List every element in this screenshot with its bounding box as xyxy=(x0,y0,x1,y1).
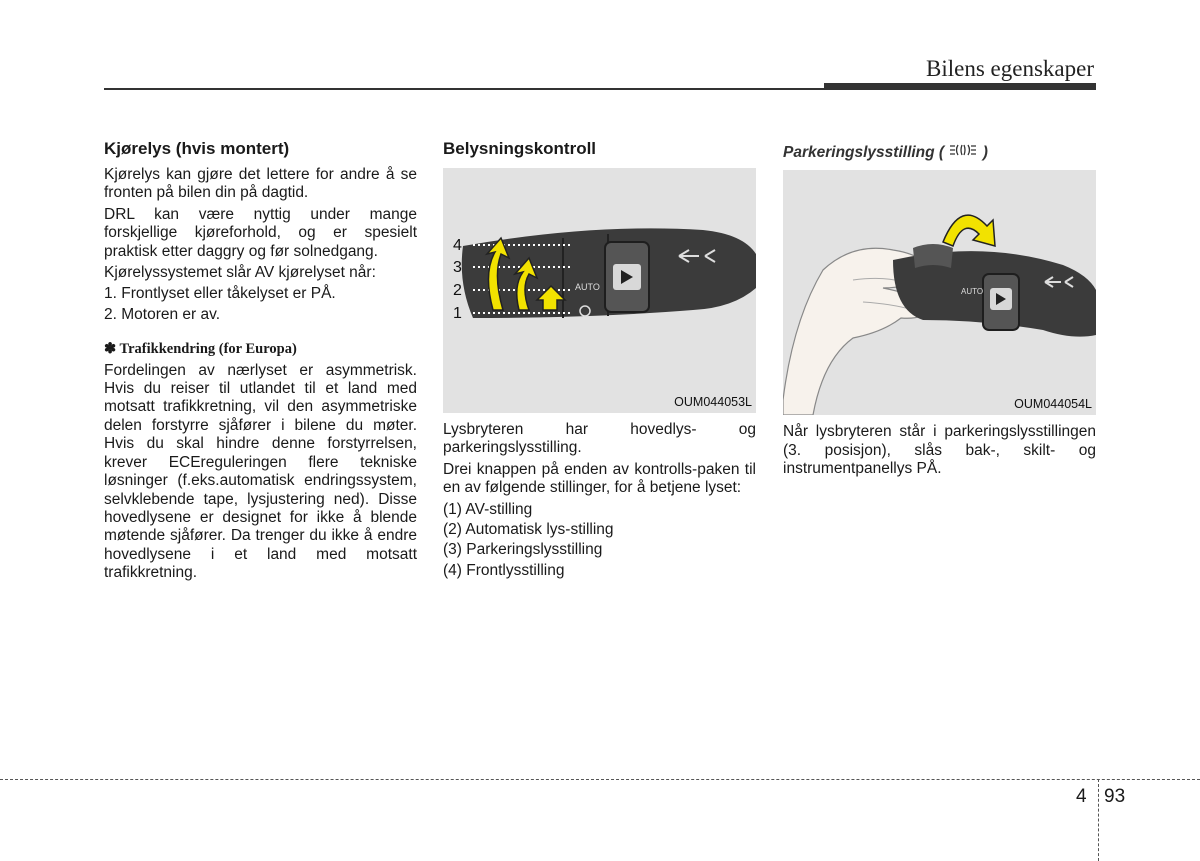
lighting-paragraph-2: Drei knappen på enden av kontrolls-paken til en av følgende stillinger, for å betjene lyset: xyxy=(443,460,756,497)
chapter-number: 4 xyxy=(1076,786,1087,807)
hand-turning-switch-illustration xyxy=(783,170,1096,415)
note-symbol: ✽ xyxy=(104,341,117,358)
position-number: 4 xyxy=(453,237,462,254)
heading-lighting-control: Belysningskontroll xyxy=(443,139,597,158)
drl-paragraph-3: Kjørelyssystemet slår AV kjørelyset når: xyxy=(104,264,376,282)
note-title: Trafikkendring (for Europa) xyxy=(119,341,297,358)
heading-prefix: Parkeringslysstilling ( xyxy=(783,144,945,162)
parking-light-icon xyxy=(948,142,978,164)
auto-label: AUTO xyxy=(961,287,984,297)
figure-code: OUM044054L xyxy=(1014,396,1092,411)
section-title: Bilens egenskaper xyxy=(926,56,1094,81)
position-number: 3 xyxy=(453,259,462,276)
position-list-item: (3) Parkeringslysstilling xyxy=(443,541,603,559)
heading-parking-light xyxy=(783,142,1096,164)
position-number: 2 xyxy=(453,282,462,299)
position-list-item: (2) Automatisk lys-stilling xyxy=(443,521,614,539)
column-parking-light xyxy=(783,138,1096,481)
column-lighting-control xyxy=(443,138,756,582)
note-heading xyxy=(104,340,417,358)
parking-paragraph: Når lysbryteren står i parkeringslysstillingen (3. posisjon), slås bak-, skilt- og instrumentpanellys PÅ. xyxy=(783,423,1096,477)
heading-drl: Kjørelys (hvis montert) xyxy=(104,139,290,158)
drl-list-item: 2. Motoren er av. xyxy=(104,305,221,323)
note-text: Fordelingen av nærlyset er asymmetrisk. Hvis du reiser til utlandet til et land med motsatt trafikkretning, vil den asymmetriske delen forstyrre sjåfører i bilene du møter. Hvis du skal hindre denne forstyrrelsen, krever ECEreguleringen flere tekniske løsninger (f.eks.automatisk endringssystem, selvklebende tape, lysjustering ned). Disse hovedlysene er designet for ikke å blende møtende sjåfører. Da trenger du ikke å endre hovedlysene i et land med motsatt trafikkretning. xyxy=(104,361,417,582)
position-number: 1 xyxy=(453,305,462,322)
parking-light-figure xyxy=(783,170,1096,415)
heading-suffix: ) xyxy=(982,144,988,162)
figure-code: OUM044053L xyxy=(674,394,752,409)
footer-divider xyxy=(0,779,1200,780)
header-rule-thick xyxy=(824,83,1096,90)
drl-paragraph-2: DRL kan være nyttig under mange forskjellige kjøreforhold, og er spesielt praktisk etter daggry og før solnedgang. xyxy=(104,205,417,260)
position-list-item: (4) Frontlysstilling xyxy=(443,561,565,579)
light-switch-figure xyxy=(443,168,756,413)
footer-vertical-divider xyxy=(1098,779,1099,861)
page-number: 93 xyxy=(1104,786,1126,807)
column-drl xyxy=(104,138,417,586)
position-list-item: (1) AV-stilling xyxy=(443,500,533,518)
drl-paragraph-1: Kjørelys kan gjøre det lettere for andre å se fronten på bilen din på dagtid. xyxy=(104,166,417,202)
lighting-paragraph-1: Lysbryteren har hovedlys- og parkeringslysstilling. xyxy=(443,421,756,457)
auto-label: AUTO xyxy=(575,282,600,292)
light-switch-illustration xyxy=(443,168,756,413)
drl-list-item: 1. Frontlyset eller tåkelyset er PÅ. xyxy=(104,285,336,303)
header-rule-thin xyxy=(104,88,824,90)
